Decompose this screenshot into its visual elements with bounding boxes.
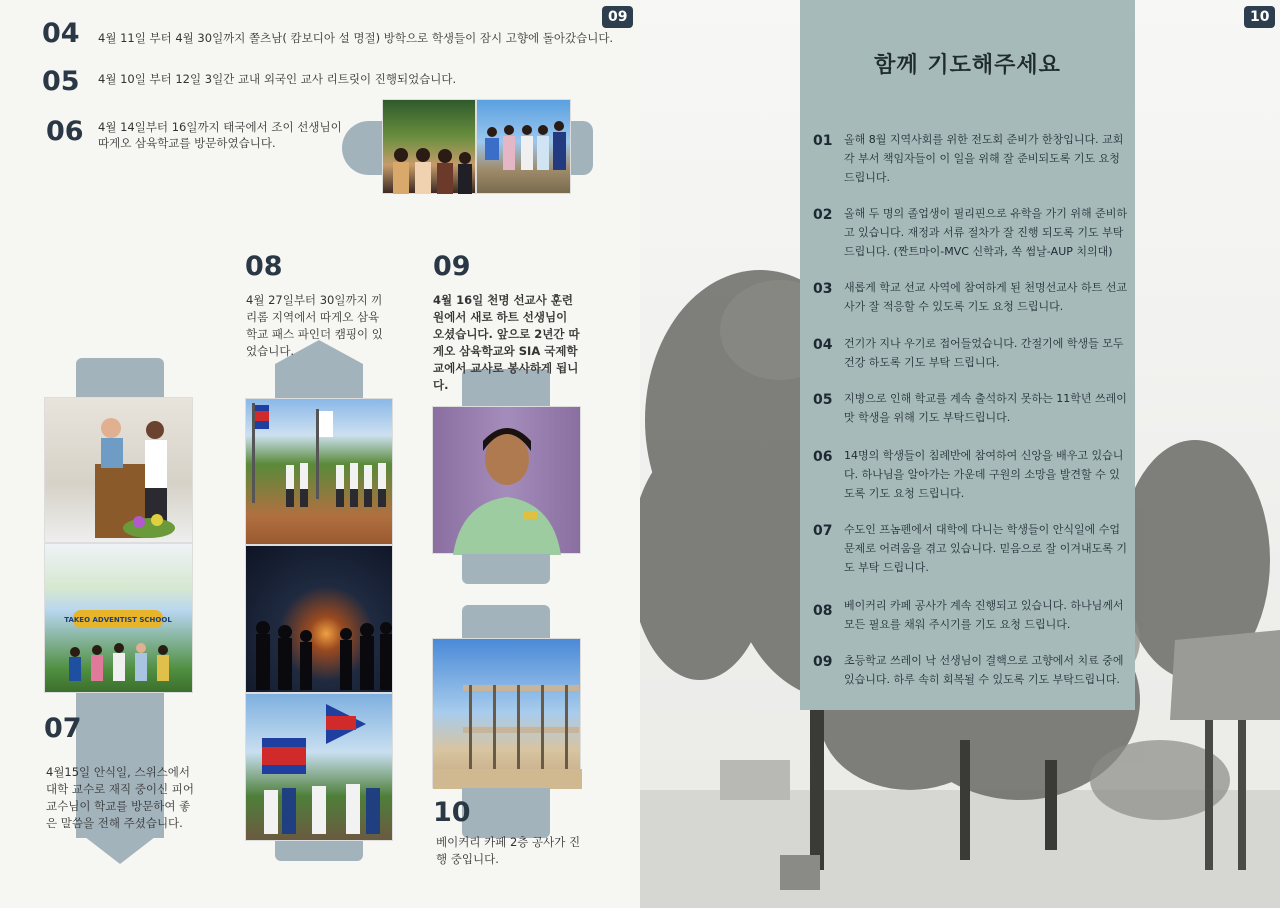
photo-teachers-group [382,99,476,194]
school-sign-text: TAKEO ADVENTIST SCHOOL [64,616,172,624]
photo-school-group [44,543,193,693]
item-04-number: 04 [42,18,80,49]
page-number-right: 10 [1244,6,1275,28]
prayer-09-number: 09 [813,654,833,670]
item-05-number: 05 [42,66,80,97]
camp-flags-scene [246,399,394,546]
item-09-text: 4월 16일 천명 선교사 훈련원에서 새로 하트 선생님이 오셨습니다. 앞으로 2년간 따게오 삼육학교와 SIA 국제학교에서 교사로 봉사하게 됩니다. [433,293,580,392]
item-07-number: 07 [44,713,82,744]
portrait [433,407,582,555]
page-number-left: 09 [602,6,633,28]
prayer-08-number: 08 [813,603,833,619]
photo-teacher-hart [432,406,581,554]
decor-tab-07-point [76,830,164,864]
prayer-09-text: 초등학교 쓰레이 낙 선생님이 결핵으로 고향에서 치료 중에 있습니다. 하루 속히 회복될 수 있도록 기도 부탁드립니다. [844,654,1124,686]
podium-scene [45,398,194,544]
prayer-01-number: 01 [813,133,833,149]
prayer-04-number: 04 [813,337,833,353]
item-05-text: 4월 10일 부터 12일 3일간 교내 외국인 교사 리트릿이 진행되었습니다. [98,72,457,86]
prayer-03-number: 03 [813,281,833,297]
construction-scaffold [433,639,582,789]
item-10-text: 베이커리 카페 2층 공사가 진행 중입니다. [436,835,581,866]
photo-camp-flags [245,693,393,841]
prayer-request-panel [800,0,1135,710]
photo-camp-assembly [245,398,393,545]
prayer-02-text: 올해 두 명의 졸업생이 필리핀으로 유학을 가기 위해 준비하고 있습니다. 재정과 서류 절차가 잘 진행 되도록 기도 부탁드립니다. (짠트마이-MVC 신학과, 쏙 썸날-AUP 치의대) [844,207,1127,258]
prayer-06-number: 06 [813,449,833,465]
photo-teachers-outdoor [476,99,571,194]
decor-tab-07-top [76,358,164,398]
decor-tab-08-bottom [275,841,363,861]
item-04-text: 4월 11일 부터 4월 30일까지 쫄츠남( 캄보디아 설 명절) 방학으로 학생들이 잠시 고향에 돌아갔습니다. [98,31,614,45]
flag-group-scene [246,694,394,842]
prayer-05-number: 05 [813,392,833,408]
photo-campfire [245,545,393,693]
item-06-number: 06 [46,116,84,147]
decor-tab-10-bottom [462,788,550,838]
prayer-02-number: 02 [813,207,833,223]
prayer-03-text: 새롭게 학교 선교 사역에 참여하게 된 천명선교사 하트 선교사가 잘 적응할 수 있도록 기도 요청 드립니다. [844,281,1127,313]
prayer-08-text: 베이커리 카페 공사가 계속 진행되고 있습니다. 하나님께서 모든 필요를 채워 주시기를 기도 요청 드립니다. [844,599,1124,631]
school-sign-scene [45,544,194,694]
item-10-number: 10 [433,797,471,828]
item-08-text: 4월 27일부터 30일까지 끼리롬 지역에서 따게오 삼육학교 패스 파인더 캠핑이 있었습니다. [246,293,383,358]
item-07-text: 4월15일 안식일, 스위스에서 대학 교수로 재직 중이신 피어 교수님이 학교를 방문하여 좋은 말씀을 전해 주셨습니다. [46,765,194,830]
prayer-04-text: 건기가 지나 우기로 접어들었습니다. 간절기에 학생들 모두 건강 하도록 기도 부탁 드립니다. [844,337,1124,369]
prayer-title: 함께 기도해주세요 [874,53,1061,78]
prayer-07-text: 수도인 프놈펜에서 대학에 다니는 학생들이 안식일에 수업 문제로 어려움을 겪고 있습니다. 믿음으로 잘 이겨내도록 기도 부탁 드립니다. [844,523,1127,574]
people-silhouettes [383,100,477,195]
prayer-05-text: 지병으로 인해 학교를 계속 출석하지 못하는 11학년 쓰레이맛 학생을 위해 기도 부탁드립니다. [844,392,1127,424]
prayer-06-text: 14명의 학생들이 침례반에 참여하여 신앙을 배우고 있습니다. 하나님을 알아가는 가운데 구원의 소망을 발견할 수 있도록 기도 요청 드립니다. [844,449,1124,500]
prayer-01-text: 올해 8월 지역사회를 위한 전도회 준비가 한창입니다. 교회 각 부서 책임자들이 이 일을 위해 잘 준비되도록 기도 요청 드립니다. [844,133,1124,184]
photo-bakery-construction [432,638,581,788]
decor-tab-09-bottom [462,554,550,584]
item-08-number: 08 [245,251,283,282]
item-06-text-line2: 따게오 삼육학교를 방문하였습니다. [98,136,276,150]
item-09-number: 09 [433,251,471,282]
decor-tab-10-top [462,605,550,639]
campfire-silhouettes [246,546,394,694]
prayer-07-number: 07 [813,523,833,539]
people-silhouettes [477,100,572,195]
photo-professor-podium [44,397,193,543]
right-page [640,0,1280,908]
item-06-text-line1: 4월 14일부터 16일까지 태국에서 조이 선생님이 [98,120,342,134]
